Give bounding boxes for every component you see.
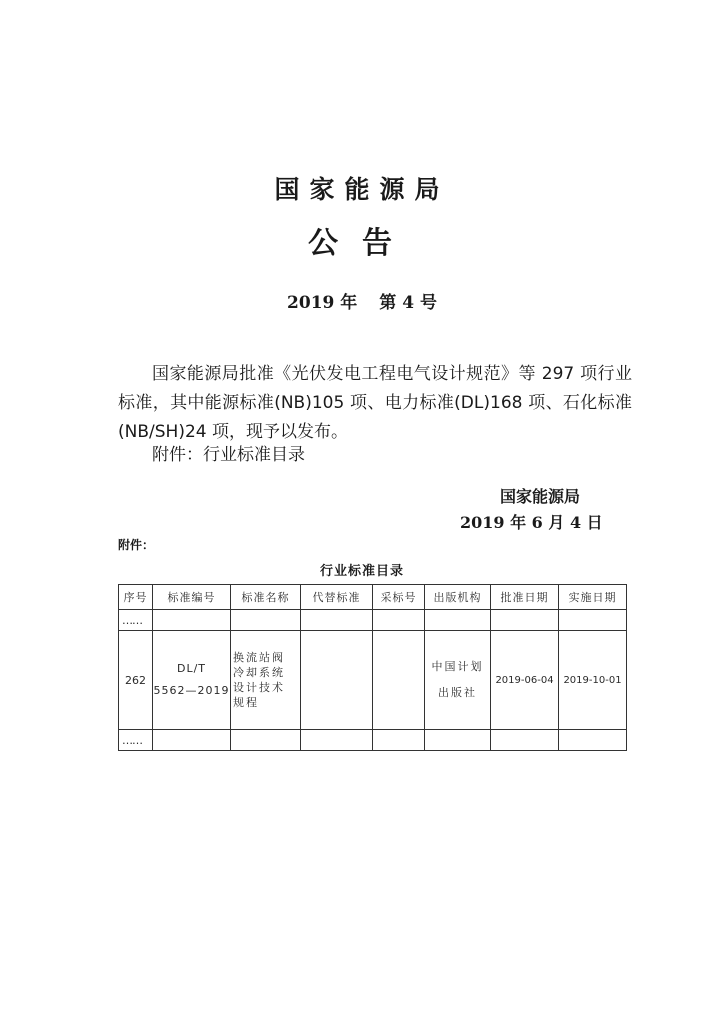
table-row-ellipsis xyxy=(119,610,627,631)
signature-date: 2019 年 6 月 4 日 xyxy=(460,513,603,532)
header-effective-date: 实施日期 xyxy=(559,585,627,610)
cell-adopted xyxy=(373,631,425,730)
announcement-paragraph: 国家能源局批准《光伏发电工程电气设计规范》等 297 项行业标准，其中能源标准(NB)105 项、电力标准(DL)168 项、石化标准(NB/SH)24 项，现予以发布。 xyxy=(118,364,632,442)
issue-number: 第 4 号 xyxy=(379,293,437,313)
ellipsis-cell: …… xyxy=(119,610,153,631)
signature-organization: 国家能源局 xyxy=(500,487,581,506)
header-approve-date: 批准日期 xyxy=(491,585,559,610)
publisher-line-1: 中国计划 xyxy=(431,660,484,673)
publisher-line-2: 出版社 xyxy=(438,686,477,699)
cell-code xyxy=(153,631,231,730)
name-line-1: 换流站阀 xyxy=(233,651,285,664)
table-row xyxy=(119,631,627,730)
header-publisher: 出版机构 xyxy=(425,585,491,610)
cell-effective-date: 2019-10-01 xyxy=(559,631,627,730)
page-title: 公告 xyxy=(308,226,416,261)
code-line-2: 5562—2019 xyxy=(153,684,230,697)
cell-approve-date: 2019-06-04 xyxy=(491,631,559,730)
header-code: 标准编号 xyxy=(153,585,231,610)
table-row-ellipsis xyxy=(119,730,627,751)
ellipsis-cell: …… xyxy=(119,730,153,751)
name-line-2: 冷却系统 xyxy=(233,666,285,679)
cell-replaces xyxy=(301,631,373,730)
table-header-row xyxy=(119,585,627,610)
header-replaces: 代替标准 xyxy=(301,585,373,610)
name-line-4: 规程 xyxy=(233,696,259,709)
attachment-reference: 附件：行业标准目录 xyxy=(152,445,305,465)
header-seq: 序号 xyxy=(119,585,153,610)
code-line-1: DL/T xyxy=(176,662,207,675)
issue-number-line xyxy=(0,288,724,313)
header-name: 标准名称 xyxy=(231,585,301,610)
name-line-3: 设计技术 xyxy=(233,681,285,694)
cell-seq: 262 xyxy=(119,631,153,730)
attachment-label: 附件： xyxy=(118,538,155,552)
cell-publisher xyxy=(425,631,491,730)
issue-year: 2019 年 xyxy=(287,293,358,313)
cell-name xyxy=(231,631,301,730)
announcement-body xyxy=(118,360,632,447)
header-adopted: 采标号 xyxy=(373,585,425,610)
table-title: 行业标准目录 xyxy=(319,564,404,579)
issuing-organization: 国家能源局 xyxy=(274,175,450,204)
standards-catalog-table xyxy=(118,584,627,751)
